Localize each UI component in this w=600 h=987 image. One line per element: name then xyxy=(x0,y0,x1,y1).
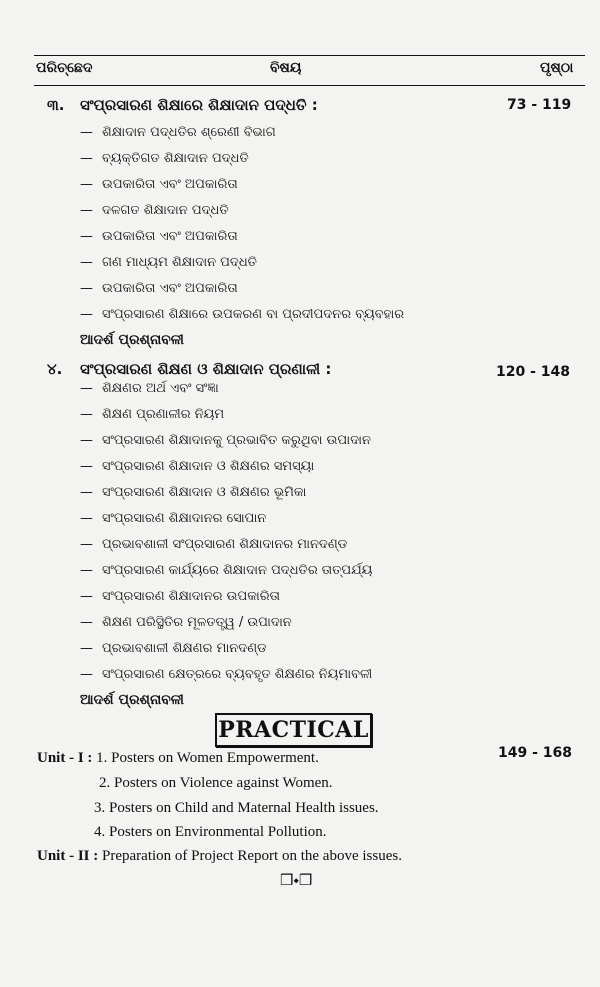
chapter-column-header: ପରିଚ୍ଛେଦ xyxy=(36,60,93,76)
unit-2-row xyxy=(37,848,402,865)
toc-item: — ସଂପ୍ରସାରଣ ଶିକ୍ଷାରେ ଉପକରଣ ବା ପ୍ରଦୀପଦନର ବ୍ୟବହାର xyxy=(80,307,405,322)
toc-item: — ସଂପ୍ରସାରଣ ଶିକ୍ଷାଦାନର ସୋପାନ xyxy=(80,511,267,526)
practical-page-range: 149 - 168 xyxy=(498,745,573,761)
unit-2-text: Preparation of Project Report on the above issues. xyxy=(102,848,402,864)
toc-item: — ସଂପ୍ରସାରଣ ଶିକ୍ଷାଦାନର ଉପକାରିତା xyxy=(80,589,280,604)
section-title: ସଂପ୍ରସାରଣ ଶିକ୍ଷାରେ ଶିକ୍ଷାଦାନ ପଦ୍ଧତି : xyxy=(80,96,318,114)
section-page-range: 73 - 119 xyxy=(507,97,572,113)
practical-heading-box xyxy=(215,713,372,747)
toc-item: — ସଂପ୍ରସାରଣ କାର୍ଯ୍ୟରେ ଶିକ୍ଷାଦାନ ପଦ୍ଧତିର ତାତ୍ପର୍ଯ୍ୟ xyxy=(80,563,373,578)
toc-item: — ସଂପ୍ରସାରଣ ଶିକ୍ଷାଦାନକୁ ପ୍ରଭାବିତ କରୁଥିବା ଉପାଦାନ xyxy=(80,433,371,448)
unit-1-item: 4. Posters on Environmental Pollution. xyxy=(94,824,327,840)
question-bank-label: ଆଦର୍ଶ ପ୍ରଶ୍ନାବଳୀ xyxy=(80,692,184,708)
toc-item: — ପ୍ରଭାବଶାଳୀ ଶିକ୍ଷଣର ମାନଦଣ୍ଡ xyxy=(80,641,267,656)
toc-item: — ଉପକାରିତା ଏବଂ ଅପକାରିତା xyxy=(80,229,238,244)
question-bank-label: ଆଦର୍ଶ ପ୍ରଶ୍ନାବଳୀ xyxy=(80,332,184,348)
practical-heading: PRACTICAL xyxy=(218,717,369,743)
header-rule xyxy=(34,85,585,86)
unit-1-row xyxy=(37,750,319,767)
toc-item: — ସଂପ୍ରସାରଣ କ୍ଷେତ୍ରରେ ବ୍ୟବହୃତ ଶିକ୍ଷଣର ନିୟମାବଳୀ xyxy=(80,667,373,682)
toc-item: — ଦଳଗତ ଶିକ୍ଷାଦାନ ପଦ୍ଧତି xyxy=(80,203,229,218)
section-title: ସଂପ୍ରସାରଣ ଶିକ୍ଷଣ ଓ ଶିକ୍ଷାଦାନ ପ୍ରଣାଳୀ : xyxy=(80,360,332,378)
toc-item: — ସଂପ୍ରସାରଣ ଶିକ୍ଷାଦାନ ଓ ଶିକ୍ଷଣର ସମସ୍ୟା xyxy=(80,459,315,474)
section-page-range: 120 - 148 xyxy=(496,364,571,380)
toc-item: — ସଂପ୍ରସାରଣ ଶିକ୍ଷାଦାନ ଓ ଶିକ୍ଷଣର ଭୂମିକା xyxy=(80,485,307,500)
end-ornament: ❒⬩❒ xyxy=(280,871,313,889)
toc-item: — ଶିକ୍ଷାଦାନ ପଦ୍ଧତିର ଶ୍ରେଣୀ ବିଭାଗ xyxy=(80,125,276,140)
page-column-header: ପୃଷ୍ଠା xyxy=(540,60,574,76)
section-number: ୪. xyxy=(47,360,63,378)
toc-item: — ବ୍ୟକ୍ତିଗତ ଶିକ୍ଷାଦାନ ପଦ୍ଧତି xyxy=(80,151,249,166)
toc-item: — ପ୍ରଭାବଶାଳୀ ସଂପ୍ରସାରଣ ଶିକ୍ଷାଦାନର ମାନଦଣ୍ଡ xyxy=(80,537,348,552)
toc-item: — ଗଣ ମାଧ୍ୟମ ଶିକ୍ଷାଦାନ ପଦ୍ଧତି xyxy=(80,255,257,270)
top-rule xyxy=(34,55,585,56)
toc-item: — ଶିକ୍ଷଣ ପ୍ରଣାଳୀର ନିୟମ xyxy=(80,407,225,422)
unit-1-item: 3. Posters on Child and Maternal Health issues. xyxy=(94,800,379,816)
unit-1-label: Unit - I : xyxy=(37,750,93,766)
subject-column-header: ବିଷୟ xyxy=(270,60,302,76)
unit-2-label: Unit - II : xyxy=(37,848,99,864)
toc-item: — ଶିକ୍ଷଣର ଅର୍ଥ ଏବଂ ସଂଜ୍ଞା xyxy=(80,381,219,396)
toc-item: — ଉପକାରିତା ଏବଂ ଅପକାରିତା xyxy=(80,281,238,296)
toc-item: — ଶିକ୍ଷଣ ପରିସ୍ଥିତିର ମୂଳତତ୍ତ୍ୱ / ଉପାଦାନ xyxy=(80,615,292,630)
unit-1-item: 1. Posters on Women Empowerment. xyxy=(96,750,319,766)
toc-item: — ଉପକାରିତା ଏବଂ ଅପକାରିତା xyxy=(80,177,238,192)
section-number: ୩. xyxy=(47,96,65,114)
unit-1-item: 2. Posters on Violence against Women. xyxy=(99,775,333,791)
